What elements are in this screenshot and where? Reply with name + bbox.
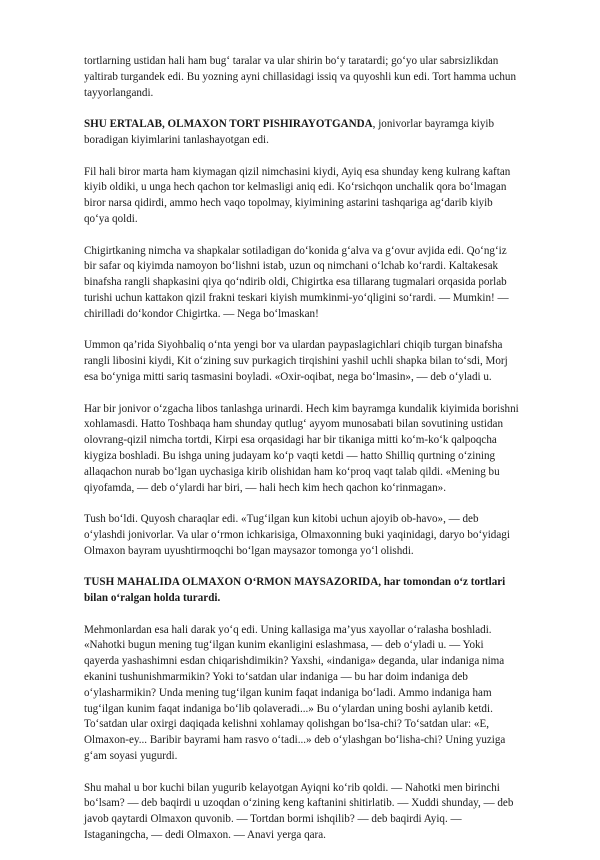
paragraph-text: Fil hali biror marta ham kiymagan qizil nimchasini kiydi, Ayiq esa shunday keng kulrang kaftan kiyib oldiki, u unga hech qachon tor kelmasligi aniq edi. Ko‘rsichqon unchalik qora bo‘lmagan biror narsa qidirdi, ammo hech vaqo topolmay, kiyimining astarini tashqariga ag‘darib kiyib qo‘ya qoldi. [84, 165, 511, 225]
paragraph-text: Ummon qa’rida Siyohbaliq o‘nta yengi bor va ulardan paypaslagichlari chiqib turgan binafsha rangli libosini kiydi, Kit o‘zining suv purkagich tirqishini yashil uchli shapka bilan to‘sdi, Morj esa bo‘yniga mitti sariq tasmasini boyladi. «Oxir-oqibat, nega bo‘lmasin», — deb o‘yladi u. [84, 339, 508, 383]
paragraph-2 [84, 117, 520, 149]
paragraph-8 [84, 575, 520, 607]
paragraph-lead: TUSH MAHALIDA OLMAXON O‘RMON MAYSAZORIDA, har tomondan o‘z tortlari bilan o‘ralgan holda turardi. [84, 576, 506, 605]
paragraph-lead: SHU ERTALAB, OLMAXON TORT PISHIRAYOTGANDA [84, 118, 373, 131]
paragraph-text: , jonivorlar bayramga kiyib boradigan kiyimlarini tanlashayotgan edi. [84, 118, 495, 146]
paragraph-text: Mehmonlardan esa hali darak yo‘q edi. Uning kallasiga ma’yus xayollar o‘ralasha boshladi. «Nahotki bugun mening tug‘ilgan kunim ekanligini eslashmasa, — deb o‘yladi u. — Yoki qayerda yashashimni esdan chiqarishdimikin? Yaxshi, «indaniga» deganda, ular indaniga nima ekanini tushunishmarmikin? Yoki to‘satdan ular indaniga — bu har doim indaniga deb o‘ylasharmikin? Unda mening tug‘ilgan kunim faqat indaniga bo‘ladi. Ammo indaniga ham tug‘ilgan kunim faqat indaniga bo‘lib qolaveradi...» Bu o‘ylardan uning boshi aylanib ketdi. To‘satdan ular oxirgi daqiqada kelishni xohlamay qolishgan bo‘lsa-chi? To‘satdan ular: «E, Olmaxon-ey... Baribir bayrami ham rasvo o‘tadi...» deb o‘ylashgan bo‘lisha-chi? Uning yuziga g‘am soyasi yugurdi. [84, 623, 506, 763]
paragraph-1 [84, 54, 520, 101]
paragraph-text: Har bir jonivor o‘zgacha libos tanlashga urinardi. Hech kim bayramga kundalik kiyimida borishni xohlamasdi. Hatto Toshbaqa ham shunday qutlug‘ ayyom munosabati bilan sovutining ustidan olovrang-qizil nimcha tortdi, Kirpi esa orqasidagi har bir tikaniga mitti ko‘m-ko‘k qalpoqcha kiygiza boshladi. Bu ishga uning judayam ko‘p vaqti ketdi — hatto Shilliq qurtning o‘zining allaqachon nurab bo‘lgan uychasiga kirib olishidan ham ko‘proq vaqt talab qildi. «Mening bu qiyofamda, — deb o‘ylardi har biri, — hali hech kim hech qachon ko‘rinmagan». [84, 402, 519, 494]
paragraph-7 [84, 512, 520, 559]
paragraph-6 [84, 402, 520, 497]
paragraph-text: Shu mahal u bor kuchi bilan yugurib kelayotgan Ayiqni ko‘rib qoldi. — Nahotki men birinchi bo‘lsam? — deb baqirdi u uzoqdan o‘zining keng kaftanini shitirlatib. — Xuddi shunday, — deb javob qaytardi Olmaxon quvonib. — Tortdan bormi ishqilib? — deb baqirdi Ayiq. — Istaganingcha, — dedi Olmaxon. — Anavi yerga qara. [84, 781, 514, 842]
paragraph-4 [84, 244, 520, 323]
document-page [84, 54, 520, 860]
paragraph-9 [84, 623, 520, 765]
paragraph-3 [84, 165, 520, 228]
paragraph-text: tortlarning ustidan hali ham bug‘ taralar va ular shirin bo‘y taratardi; go‘yo ular sabrsizlikdan yaltirab turgandek edi. Bu yozning ayni chillasidagi issiq va quyoshli kun edi. Tort hamma uchun tayyorlangandi. [84, 55, 517, 99]
paragraph-5 [84, 338, 520, 385]
paragraph-10 [84, 781, 520, 844]
paragraph-text: Tush bo‘ldi. Quyosh charaqlar edi. «Tug‘ilgan kun kitobi uchun ajoyib ob-havo», — deb o‘ylashdi jonivorlar. Va ular o‘rmon ichkarisiga, Olmaxonning buki yaqinidagi, daryo bo‘yidagi Olmaxon bayram uyushtirmoqchi bo‘lgan maysazor tomonga yo‘l olishdi. [84, 513, 510, 557]
paragraph-text: Chigirtkaning nimcha va shapkalar sotiladigan do‘konida g‘alva va g‘ovur avjida edi. Qo‘ng‘iz bir safar oq kiyimda namoyon bo‘lishni istab, uzun oq nimchani o‘lchab ko‘rardi. Kaltakesak binafsha rangli shapkasini qiya qo‘ndirib oldi, Chigirtka esa tillarang tugmalari orqasida porlab turishi uchun kattakon qizil frakni teskari kiyish mumkinmi-yo‘qligini so‘rardi. — Mumkin! — chirilladi do‘kondor Chigirtka. — Nega bo‘lmaskan! [84, 244, 509, 320]
